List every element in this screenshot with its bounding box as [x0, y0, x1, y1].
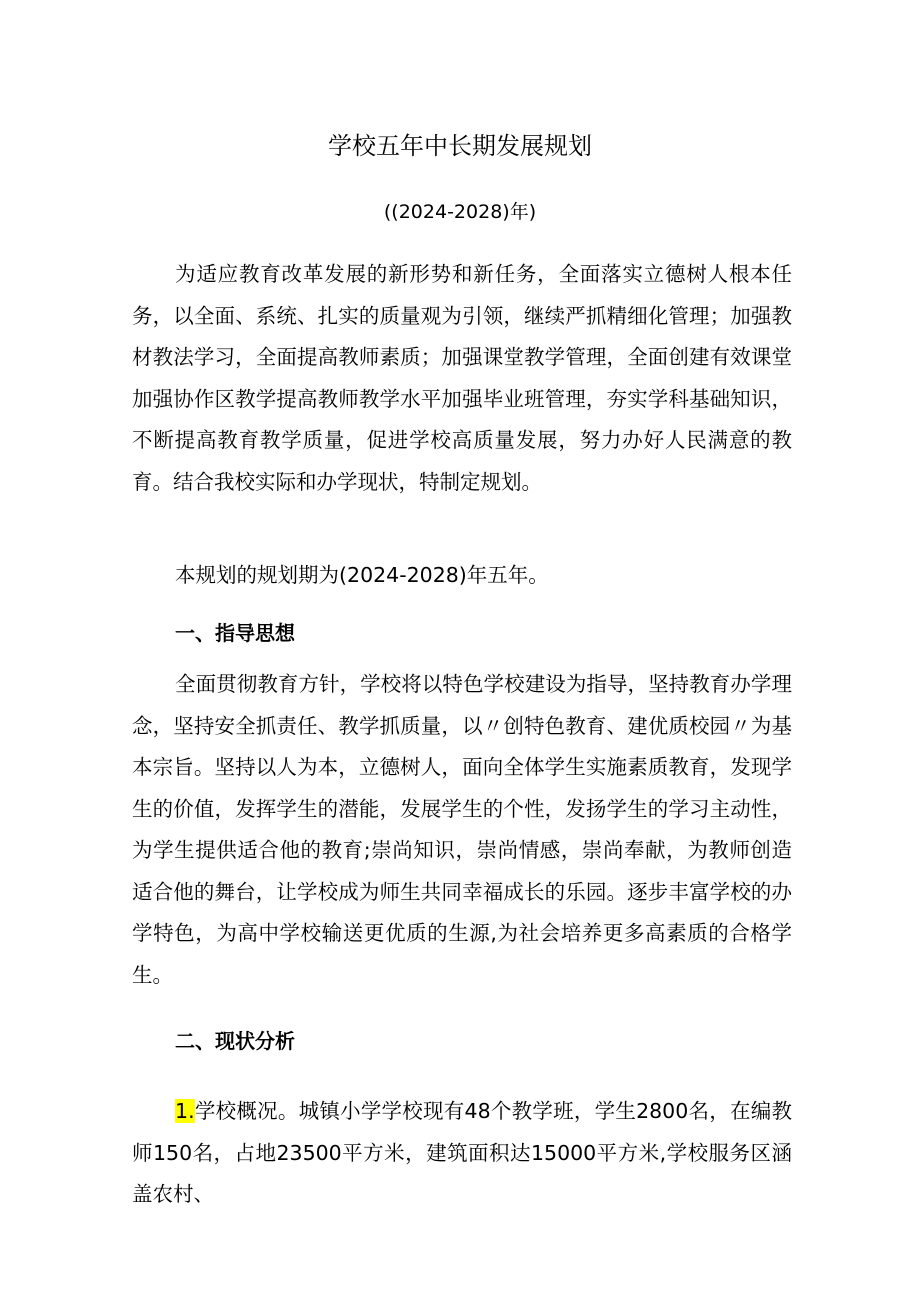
document-title: 学校五年中长期发展规划: [328, 132, 592, 160]
planning-period-paragraph: 本规划的规划期为(2024-2028)年五年。: [175, 563, 549, 587]
section-heading-guiding-ideology: 一、指导思想: [175, 621, 295, 645]
guiding-ideology-paragraph: 全面贯彻教育方针，学校将以特色学校建设为指导，坚持教育办学理念，坚持安全抓责任、教学抓质量，以〃创特色教育、建优质校园〃为基本宗旨。坚持以人为本，立德树人，面向全体学生实施素质教育，发现学生的价值，发挥学生的潜能，发展学生的个性，发扬学生的学习主动性，为学生提供适合他的教育;崇尚知识，崇尚情感，崇尚奉献，为教师创造适合他的舞台，让学校成为师生共同幸福成长的乐园。逐步丰富学校的办学特色，为高中学校输送更优质的生源,为社会培养更多高素质的合格学生。: [132, 672, 792, 987]
section-heading-status-analysis: 二、现状分析: [175, 1029, 295, 1053]
highlighted-item-number: 1.: [175, 1099, 195, 1123]
school-overview-text: 学校概况。城镇小学学校现有48个教学班，学生2800名，在编教师150名，占地23500平方米，建筑面积达15000平方米,学校服务区涵盖农村、: [132, 1099, 792, 1206]
intro-paragraph: 为适应教育改革发展的新形势和新任务，全面落实立德树人根本任务，以全面、系统、扎实的质量观为引领，继续严抓精细化管理；加强教材教法学习，全面提高教师素质；加强课堂教学管理，全面创建有效课堂加强协作区教学提高教师教学水平加强毕业班管理，夯实学科基础知识，不断提高教育教学质量，促进学校高质量发展，努力办好人民满意的教育。结合我校实际和办学现状，特制定规划。: [132, 262, 792, 494]
document-subtitle: ((2024-2028)年): [383, 201, 537, 223]
school-overview-paragraph: [132, 1091, 792, 1216]
